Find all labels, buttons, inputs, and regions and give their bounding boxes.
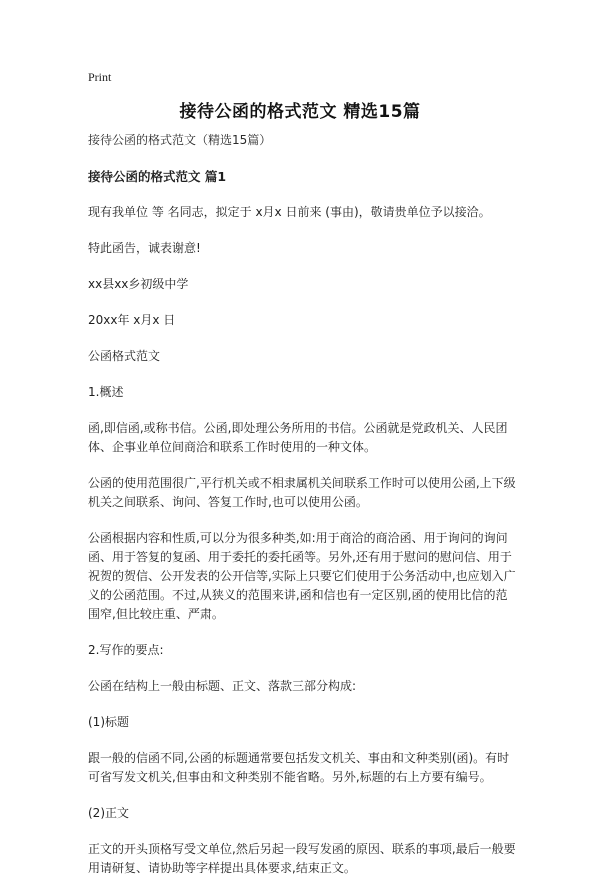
print-label[interactable]: Print xyxy=(88,70,112,84)
letter-org: xx县xx乡初级中学 xyxy=(88,277,189,291)
letter-date: 20xx年 x月x 日 xyxy=(88,313,176,327)
document-title: 接待公函的格式范文 精选15篇 xyxy=(179,102,421,122)
paragraph-2: 公函的使用范围很广,平行机关或不相隶属机关间联系工作时可以使用公函,上下级机关之间联系、询问、答复工作时,也可以使用公函。 xyxy=(88,476,516,509)
paragraph-5: 正文的开头顶格写受文单位,然后另起一段写发函的原因、联系的事项,最后一般要用请研复、请协助等字样提出具体要求,结束正文。 xyxy=(88,842,516,875)
section-title: 接待公函的格式范文 篇1 xyxy=(88,169,227,184)
structure-line: 公函在结构上一般由标题、正文、落款三部分构成: xyxy=(88,679,357,693)
document-subtitle: 接待公函的格式范文（精选15篇） xyxy=(88,133,272,147)
letter-line-1: 现有我单位 等 名同志，拟定于 x月x 日前来 (事由)，敬请贵单位予以接洽。 xyxy=(88,205,491,219)
paragraph-1: 函,即信函,或称书信。公函,即处理公务所用的书信。公函就是党政机关、人民团体、企事业单位间商洽和联系工作时使用的一种文体。 xyxy=(88,421,508,454)
writing-heading: 2.写作的要点: xyxy=(88,643,164,657)
paragraph-4: 跟一般的信函不同,公函的标题通常要包括发文机关、事由和文种类别(函)。有时可省写发文机关,但事由和文种类别不能省略。另外,标题的右上方要有编号。 xyxy=(88,751,510,784)
title-subheading: (1)标题 xyxy=(88,715,129,729)
paragraph-3: 公函根据内容和性质,可以分为很多种类,如:用于商洽的商洽函、用于询问的询问函、用于答复的复函、用于委托的委托函等。另外,还有用于慰问的慰问信、用于祝贺的贺信、公开发表的公开信等,实际上只要它们使用于公务活动中,也应划入广义的公函范围。不过,从狭义的范围来讲,函和信也有一定区别,函的使用比信的范围窄,但比较庄重、严肃。 xyxy=(88,531,516,621)
format-heading: 公函格式范文 xyxy=(88,349,161,363)
document-body xyxy=(88,131,518,878)
body-subheading: (2)正文 xyxy=(88,806,129,820)
overview-heading: 1.概述 xyxy=(88,385,124,399)
letter-line-2: 特此函告，诚表谢意! xyxy=(88,241,201,255)
